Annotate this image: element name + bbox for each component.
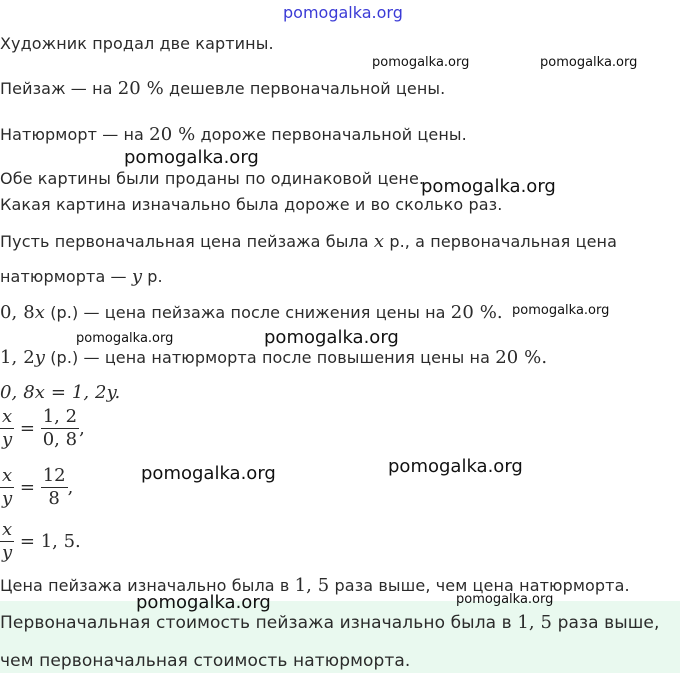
- fraction-equation-1: [0, 406, 85, 451]
- problem-line-3-text-a: Натюрморт — на: [0, 125, 150, 144]
- solution-line-3-coef: 0, 8: [0, 302, 35, 323]
- problem-line-3-percent: %: [172, 124, 196, 145]
- solution-line-2: [0, 266, 163, 287]
- fraction-left-1: [0, 406, 14, 451]
- fraction-3-rest: = 1, 5.: [14, 531, 81, 552]
- fraction-left-1-den: y: [2, 429, 13, 450]
- conclusion-text-a: Цена пейзажа изначально была в: [0, 576, 295, 595]
- watermark-big-1: pomogalka.org: [124, 147, 259, 168]
- solution-line-1-text-b: р., а первоначальная цена: [384, 232, 617, 251]
- answer-line-1: [0, 612, 660, 633]
- fraction-equation-3: [0, 519, 81, 564]
- watermark-small-1: pomogalka.org: [372, 55, 470, 70]
- fraction-left-2: [0, 465, 14, 510]
- solution-line-3-var-x: x: [34, 302, 46, 323]
- problem-line-2-text-a: Пейзаж — на: [0, 79, 118, 98]
- problem-line-3: [0, 124, 467, 145]
- watermark-small-2: pomogalka.org: [540, 55, 638, 70]
- watermark-small-4: pomogalka.org: [76, 331, 174, 346]
- equation-1: 0, 8x = 1, 2y.: [0, 382, 121, 403]
- problem-line-5: Какая картина изначально была дороже и во сколько раз.: [0, 195, 503, 214]
- conclusion-number: 1, 5: [294, 575, 330, 596]
- watermark-small-5: pomogalka.org: [456, 592, 554, 607]
- fraction-equation-2: [0, 465, 73, 510]
- fraction-right-1-num: 1, 2: [42, 406, 78, 427]
- solution-line-1: [0, 231, 617, 252]
- watermark-big-2: pomogalka.org: [421, 176, 556, 197]
- solution-line-4-number: 20: [495, 347, 519, 368]
- conclusion-text-b: раза выше, чем цена натюрморта.: [329, 576, 630, 595]
- problem-line-3-number: 20: [149, 124, 173, 145]
- answer-line-2: чем первоначальная стоимость натюрморта.: [0, 651, 411, 671]
- fraction-right-2-den: 8: [48, 488, 60, 509]
- problem-line-2: [0, 78, 445, 99]
- fraction-2-equals: =: [14, 477, 41, 498]
- answer-line-1-text-a: Первоначальная стоимость пейзажа изначально была в: [0, 613, 518, 633]
- fraction-right-1-den: 0, 8: [42, 429, 78, 450]
- fraction-right-1: [41, 406, 79, 451]
- fraction-right-2: [41, 465, 68, 510]
- fraction-1-equals: =: [14, 418, 41, 439]
- fraction-left-3: [0, 519, 14, 564]
- solution-line-4-coef: 1, 2: [0, 347, 35, 368]
- solution-line-4-percent: %.: [518, 347, 548, 368]
- fraction-left-3-num: x: [0, 519, 14, 542]
- fraction-right-2-num: 12: [42, 465, 66, 486]
- solution-line-1-var-x: x: [373, 231, 385, 252]
- problem-line-2-text-b: дешевле первоначальной цены.: [163, 79, 446, 98]
- answer-box: [0, 601, 680, 673]
- solution-line-3: [0, 302, 503, 323]
- problem-line-2-percent: %: [140, 78, 164, 99]
- fraction-2-tail: ,: [67, 477, 74, 498]
- watermark-top: pomogalka.org: [283, 3, 403, 22]
- solution-line-4-var-y: y: [34, 347, 46, 368]
- watermark-big-5: pomogalka.org: [388, 456, 523, 477]
- solution-line-4-text: (р.) — цена натюрморта после повышения цены на: [45, 348, 496, 367]
- solution-line-1-text-a: Пусть первоначальная цена пейзажа была: [0, 232, 374, 251]
- problem-line-4: Обе картины были проданы по одинаковой цене.: [0, 169, 425, 188]
- fraction-left-2-num: x: [0, 465, 14, 488]
- watermark-small-3: pomogalka.org: [512, 303, 610, 318]
- watermark-big-4: pomogalka.org: [141, 463, 276, 484]
- watermark-big-6: pomogalka.org: [136, 592, 271, 613]
- solution-line-3-text: (р.) — цена пейзажа после снижения цены на: [45, 303, 451, 322]
- problem-line-2-number: 20: [117, 78, 141, 99]
- answer-line-1-text-b: раза выше,: [552, 613, 660, 633]
- problem-line-3-text-b: дороже первоначальной цены.: [195, 125, 467, 144]
- problem-line-1: Художник продал две картины.: [0, 34, 274, 53]
- solution-line-2-text-b: р.: [142, 267, 163, 286]
- fraction-left-2-den: y: [2, 488, 13, 509]
- watermark-big-3: pomogalka.org: [264, 327, 399, 348]
- solution-line-3-percent: %.: [473, 302, 503, 323]
- solution-line-2-var-y: y: [131, 266, 143, 287]
- fraction-left-1-num: x: [0, 406, 14, 429]
- fraction-1-tail: ,: [79, 418, 85, 439]
- solution-line-3-number: 20: [450, 302, 474, 323]
- solution-line-4: [0, 347, 547, 368]
- solution-line-2-text-a: натюрморта —: [0, 267, 132, 286]
- fraction-left-3-den: y: [2, 542, 13, 563]
- answer-number: 1, 5: [517, 612, 553, 633]
